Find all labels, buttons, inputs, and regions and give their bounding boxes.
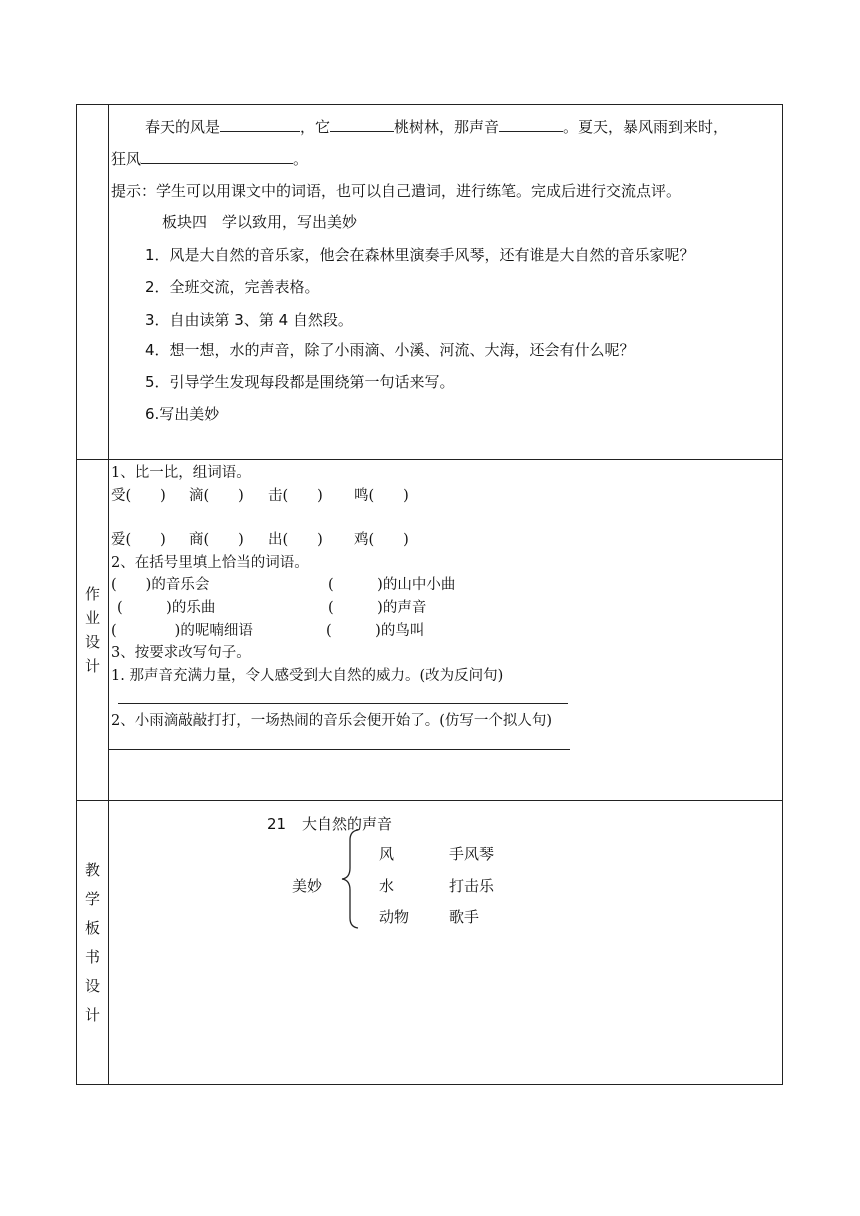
curly-brace-icon: [339, 828, 361, 930]
homework-label-char: 计: [84, 657, 100, 675]
sentence-text: 。: [293, 150, 309, 168]
board-right-item: 打击乐: [449, 877, 495, 895]
q1-word: 爱( ): [111, 532, 166, 548]
sentence-text: 春天的风是: [145, 118, 221, 136]
q1-word: 滴( ): [189, 488, 244, 504]
board-label-char: 设: [84, 977, 100, 995]
step-2: 2．全班交流，完善表格。: [145, 278, 320, 296]
step-4: 4．想一想，水的声音，除了小雨滴、小溪、河流、大海，还会有什么呢？: [145, 341, 635, 359]
q2-item: ( )的声音: [328, 600, 427, 616]
q2-item: ( )的音乐会: [111, 577, 210, 593]
board-label-char: 板: [84, 919, 100, 937]
row-divider-1: [77, 459, 782, 460]
row-divider-2: [77, 800, 782, 801]
answer-line: [118, 703, 568, 704]
homework-label-char: 业: [84, 609, 100, 627]
step-6: 6.写出美妙: [145, 405, 220, 423]
board-right-item: 手风琴: [449, 845, 495, 863]
q3-title: 3、按要求改写句子。: [111, 645, 251, 661]
board-left-item: 水: [379, 877, 395, 895]
blank-line: [499, 117, 563, 132]
homework-label-char: 设: [84, 633, 100, 651]
q1-title: 1、比一比，组词语。: [111, 465, 251, 481]
step-5: 5．引导学生发现每段都是围绕第一句话来写。: [145, 373, 455, 391]
q2-item: ( )的鸟叫: [326, 623, 425, 639]
sentence-text: 。夏天，暴风雨到来时，: [563, 118, 729, 136]
tip-text: 提示：学生可以用课文中的词语，也可以自己遣词，进行练笔。完成后进行交流点评。: [111, 182, 682, 200]
fill-in-sentence-2: [111, 149, 308, 169]
q3-sentence-2: 2、小雨滴敲敲打打，一场热闹的音乐会便开始了。(仿写一个拟人句): [111, 713, 553, 729]
step-3: 3．自由读第 3、第 4 自然段。: [145, 311, 353, 329]
q1-word: 鸣( ): [354, 488, 409, 504]
board-left-item: 动物: [379, 908, 410, 926]
sentence-text: ，它: [300, 118, 331, 136]
q3-sentence-1: 1. 那声音充满力量，令人感受到大自然的威力。(改为反问句): [111, 668, 504, 684]
board-label-char: 学: [84, 890, 100, 908]
q2-item: ( )的乐曲: [117, 600, 216, 616]
blank-line: [141, 149, 293, 164]
q1-word: 击( ): [268, 488, 323, 504]
board-right-item: 歌手: [449, 908, 480, 926]
q2-item: ( )的山中小曲: [328, 577, 456, 593]
sentence-text: 狂风: [111, 150, 142, 168]
board-label: [77, 801, 108, 1085]
q2-item: ( )的呢喃细语: [111, 623, 253, 639]
homework-label: [77, 460, 108, 800]
sentence-text: 桃树林，那声音: [394, 118, 500, 136]
section-heading: 板块四 学以致用，写出美妙: [162, 213, 358, 231]
answer-line: [108, 749, 570, 750]
fill-in-sentence-1: [145, 117, 728, 137]
board-label-char: 书: [84, 948, 100, 966]
q1-word: 受( ): [111, 488, 166, 504]
board-left-item: 风: [379, 845, 395, 863]
homework-label-char: 作: [84, 585, 100, 603]
q2-title: 2、在括号里填上恰当的词语。: [111, 555, 309, 571]
board-label-char: 教: [84, 861, 100, 879]
q1-word: 商( ): [189, 532, 244, 548]
blank-line: [220, 117, 300, 132]
blank-line: [330, 117, 394, 132]
lesson-number: 21: [267, 815, 287, 833]
board-label-char: 计: [84, 1006, 100, 1024]
column-divider: [108, 105, 109, 1084]
q1-word: 出( ): [268, 532, 323, 548]
board-center-word: 美妙: [292, 877, 323, 895]
q1-word: 鸡( ): [354, 532, 409, 548]
step-1: 1．风是大自然的音乐家，他会在森林里演奏手风琴，还有谁是大自然的音乐家呢？: [145, 246, 695, 264]
lesson-title: 大自然的声音: [302, 815, 393, 833]
